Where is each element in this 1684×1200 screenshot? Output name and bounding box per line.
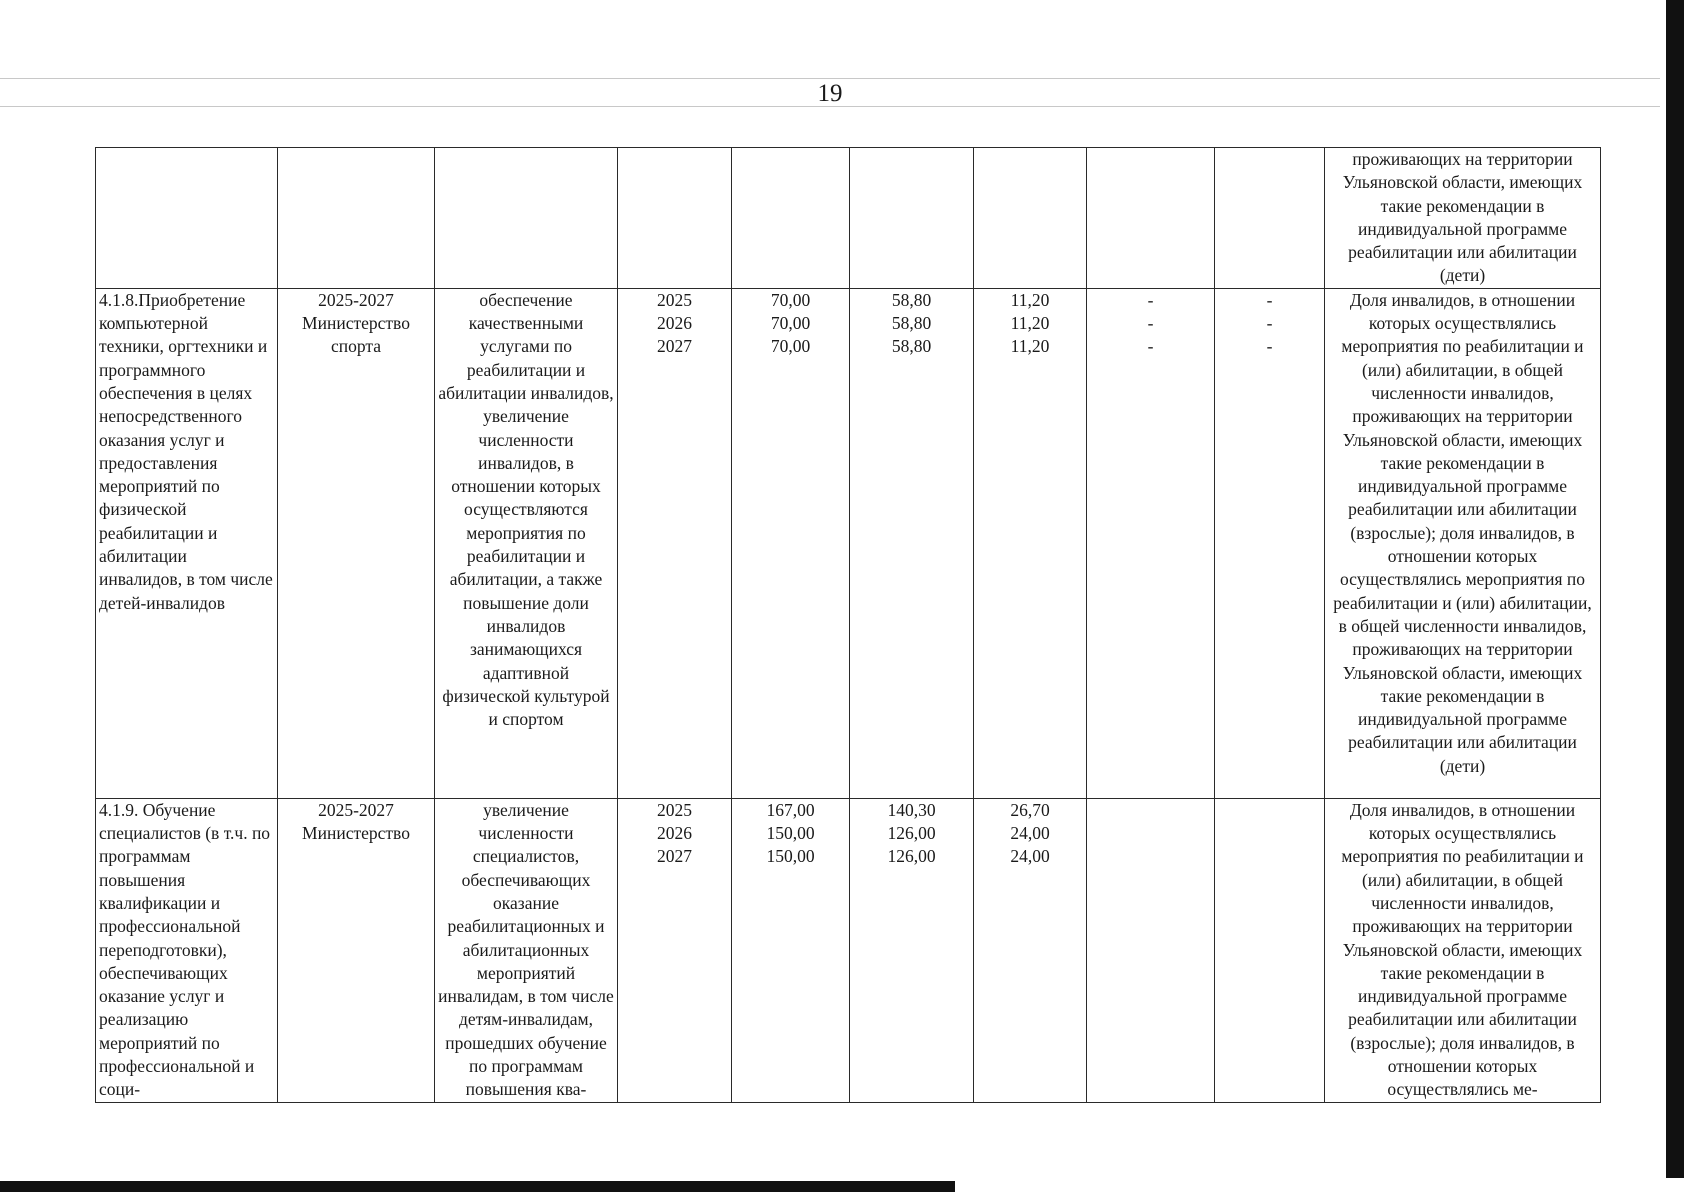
dash-value: - bbox=[1266, 313, 1273, 334]
total-value: 70,00 bbox=[770, 336, 811, 357]
year-value: 2025 bbox=[657, 799, 692, 820]
federal-value: 11,20 bbox=[1010, 336, 1050, 357]
col9-cell bbox=[1087, 148, 1215, 289]
total-cell bbox=[732, 798, 850, 1102]
program-table bbox=[95, 147, 1601, 1103]
years-cell bbox=[618, 288, 732, 798]
regional-value: 58,80 bbox=[891, 289, 932, 310]
total-value: 167,00 bbox=[766, 799, 815, 820]
total-value: 150,00 bbox=[766, 823, 815, 844]
federal-value: 24,00 bbox=[1010, 823, 1050, 844]
regional-value: 58,80 bbox=[891, 336, 932, 357]
dash-value: - bbox=[1147, 336, 1154, 357]
regional-cell bbox=[850, 798, 974, 1102]
year-value: 2026 bbox=[657, 823, 692, 844]
period-cell bbox=[278, 148, 435, 289]
table-row bbox=[96, 148, 1601, 289]
federal-value: 11,20 bbox=[1010, 289, 1050, 310]
period-text: 2025-2027 bbox=[318, 289, 394, 310]
total-value: 70,00 bbox=[770, 313, 811, 334]
total-cell bbox=[732, 288, 850, 798]
executor-text: Министерство спорта bbox=[302, 313, 410, 357]
scan-edge-right bbox=[1666, 0, 1684, 1178]
dash-value: - bbox=[1147, 289, 1154, 310]
federal-value: 24,00 bbox=[1010, 846, 1050, 867]
goal-cell: обеспечение качественными услугами по реабилитации и абилитации инвалидов, увеличение численности инвалидов, в отношении которых осуществляются мероприятия по реабилитации и абилитации, а также повышение доли инвалидов занимающихся адаптивной физической культурой и спортом bbox=[435, 288, 618, 798]
name-cell bbox=[96, 148, 278, 289]
period-text: 2025-2027 bbox=[318, 799, 394, 820]
indicator-cell: проживающих на территории Ульяновской области, имеющих такие рекомендации в индивидуальной программе реабилитации или абилитации (дети) bbox=[1325, 148, 1601, 289]
dash-value: - bbox=[1147, 313, 1154, 334]
regional-cell bbox=[850, 288, 974, 798]
scan-edge-bottom bbox=[0, 1181, 955, 1192]
years-cell bbox=[618, 148, 732, 289]
federal-cell bbox=[974, 798, 1087, 1102]
years-cell bbox=[618, 798, 732, 1102]
year-value: 2025 bbox=[657, 289, 692, 310]
total-value: 70,00 bbox=[770, 289, 811, 310]
indicator-cell: Доля инвалидов, в отношении которых осуществлялись мероприятия по реабилитации и (или) абилитации, в общей численности инвалидов, проживающих на территории Ульяновской области, имеющих такие рекомендации в индивидуальной программе реабилитации или абилитации (взрослые); доля инвалидов, в отношении которых осуществлялись ме- bbox=[1325, 798, 1601, 1102]
regional-value: 126,00 bbox=[887, 823, 936, 844]
goal-cell: увеличение численности специалистов, обеспечивающих оказание реабилитационных и абилитационных мероприятий инвалидам, в том числе детям-инвалидам, прошедших обучение по программам повышения ква- bbox=[435, 798, 618, 1102]
dash-value: - bbox=[1266, 289, 1273, 310]
federal-value: 11,20 bbox=[1010, 313, 1050, 334]
col9-cell bbox=[1087, 288, 1215, 798]
federal-cell bbox=[974, 148, 1087, 289]
period-executor-cell bbox=[278, 288, 435, 798]
regional-value: 126,00 bbox=[887, 846, 936, 867]
name-cell: 4.1.8.Приобретение компьютерной техники, оргтехники и программного обеспечения в целях непосредственного оказания услуг и предоставления мероприятий по физической реабилитации и абилитации инвалидов, в том числе детей-инвалидов bbox=[96, 288, 278, 798]
regional-cell bbox=[850, 148, 974, 289]
total-value: 150,00 bbox=[766, 846, 815, 867]
executor-text: Министерство bbox=[302, 823, 410, 844]
dash-value: - bbox=[1266, 336, 1273, 357]
name-cell: 4.1.9. Обучение специалистов (в т.ч. по программам повышения квалификации и профессиональной переподготовки), обеспечивающих оказание услуг и реализацию мероприятий по профессиональной и соци- bbox=[96, 798, 278, 1102]
col10-cell bbox=[1215, 798, 1325, 1102]
year-value: 2027 bbox=[657, 336, 692, 357]
indicator-cell: Доля инвалидов, в отношении которых осуществлялись мероприятия по реабилитации и (или) абилитации, в общей численности инвалидов, проживающих на территории Ульяновской области, имеющих такие рекомендации в индивидуальной программе реабилитации или абилитации (взрослые); доля инвалидов, в отношении которых осуществлялись мероприятия по реабилитации и (или) абилитации, в общей численности инвалидов, проживающих на территории Ульяновской области, имеющих такие рекомендации в индивидуальной программе реабилитации или абилитации (дети) bbox=[1325, 288, 1601, 798]
year-value: 2026 bbox=[657, 313, 692, 334]
regional-value: 140,30 bbox=[887, 799, 936, 820]
federal-cell bbox=[974, 288, 1087, 798]
regional-value: 58,80 bbox=[891, 313, 932, 334]
col10-cell bbox=[1215, 148, 1325, 289]
table-row bbox=[96, 798, 1601, 1102]
year-value: 2027 bbox=[657, 846, 692, 867]
period-executor-cell bbox=[278, 798, 435, 1102]
total-cell bbox=[732, 148, 850, 289]
federal-value: 26,70 bbox=[1010, 799, 1050, 820]
page-number: 19 bbox=[817, 80, 843, 107]
col10-cell bbox=[1215, 288, 1325, 798]
scan-artifact-line bbox=[0, 78, 1660, 79]
table-row bbox=[96, 288, 1601, 798]
goal-cell bbox=[435, 148, 618, 289]
col9-cell bbox=[1087, 798, 1215, 1102]
